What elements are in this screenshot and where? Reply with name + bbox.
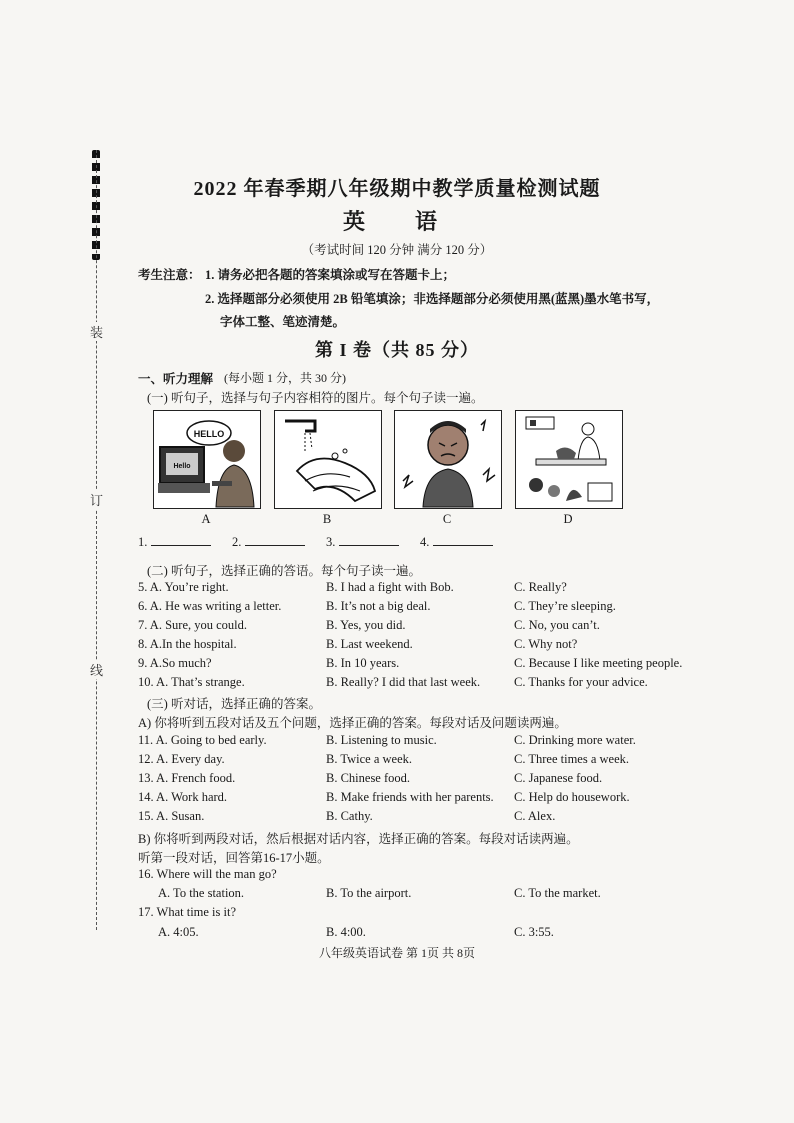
q14-option-b: B. Make friends with her parents. <box>326 790 494 804</box>
part-one-title: 第 I 卷（共 85 分） <box>314 340 479 360</box>
q7-option-b: B. Yes, you did. <box>326 618 406 632</box>
q11-option-c: C. Drinking more water. <box>514 733 636 747</box>
q12-option-c: C. Three times a week. <box>514 752 630 766</box>
q11-option-a: 11. A. Going to bed early. <box>138 733 267 747</box>
exam-subject: 英 语 <box>342 209 451 234</box>
notice-item-2: 2. 选择题部分必须使用 2B 铅笔填涂；非选择题部分必须使用黑(蓝黑)墨水笔书写， <box>205 292 660 306</box>
q16-option-b: B. To the airport. <box>326 886 412 900</box>
blank-number: 3. <box>326 535 336 549</box>
section-listening-title: 一、听力理解 <box>138 372 214 386</box>
picture-c-label: C <box>442 512 452 526</box>
subsection-3-instruction: (三) 听对话，选择正确的答案。 <box>147 697 321 711</box>
q5-option-c: C. Really? <box>514 580 567 594</box>
q10-option-c: C. Thanks for your advice. <box>514 675 648 689</box>
picture-d <box>515 410 623 509</box>
blank-number: 1. <box>138 535 148 549</box>
page-footer: 八年级英语试卷 第 1页 共 8页 <box>318 946 475 960</box>
binding-cut-line <box>96 150 97 930</box>
q17-option-b: B. 4:00. <box>326 925 366 939</box>
q14-option-a: 14. A. Work hard. <box>138 790 228 804</box>
notice-item-2-cont: 字体工整、笔迹清楚。 <box>220 315 346 329</box>
q15-option-a: 15. A. Susan. <box>138 809 205 823</box>
q16-option-a: A. To the station. <box>158 886 245 900</box>
binding-char-xian: 线 <box>90 660 103 679</box>
answer-blank-3[interactable] <box>326 533 399 550</box>
speech-bubble-text: HELLO <box>193 429 225 439</box>
picture-d-label: D <box>563 512 573 526</box>
q5-option-b: B. I had a fight with Bob. <box>326 580 454 594</box>
q6-option-a: 6. A. He was writing a letter. <box>138 599 282 613</box>
picture-b-label: B <box>322 512 332 526</box>
answer-blank-4[interactable] <box>420 533 493 550</box>
binding-char-ding: 订 <box>90 490 103 509</box>
q12-option-a: 12. A. Every day. <box>138 752 225 766</box>
answer-blank-2[interactable] <box>232 533 305 550</box>
subsection-3a-instruction: A) 你将听到五段对话及五个问题，选择正确的答案。每段对话及问题读两遍。 <box>138 716 567 730</box>
q8-option-c: C. Why not? <box>514 637 578 651</box>
q13-option-a: 13. A. French food. <box>138 771 236 785</box>
q17-option-a: A. 4:05. <box>158 925 199 939</box>
subsection-2-instruction: (二) 听句子，选择正确的答语。每个句子读一遍。 <box>147 564 421 578</box>
subsection-1-instruction: (一) 听句子，选择与句子内容相符的图片。每个句子读一遍。 <box>147 391 484 405</box>
exam-time-info: （考试时间 120 分钟 满分 120 分） <box>301 243 493 257</box>
q9-option-a: 9. A.So much? <box>138 656 212 670</box>
subsection-3b-instruction: B) 你将听到两段对话，然后根据对话内容，选择正确的答案。每段对话读两遍。 <box>138 832 579 846</box>
vet-clinic-illustration <box>516 411 622 508</box>
q7-option-a: 7. A. Sure, you could. <box>138 618 248 632</box>
q9-option-c: C. Because I like meeting people. <box>514 656 683 670</box>
exam-title: 2022 年春季期八年级期中教学质量检测试题 <box>193 178 601 200</box>
q15-option-b: B. Cathy. <box>326 809 373 823</box>
computer-greeting-illustration <box>154 411 260 508</box>
washing-hands-illustration <box>275 411 381 508</box>
q8-option-b: B. Last weekend. <box>326 637 413 651</box>
binding-char-zhuang: 装 <box>90 322 103 341</box>
blank-number: 2. <box>232 535 242 549</box>
screen-text: Hello <box>173 463 191 470</box>
q14-option-c: C. Help do housework. <box>514 790 630 804</box>
sick-boy-illustration <box>395 411 501 508</box>
q7-option-c: C. No, you can’t. <box>514 618 600 632</box>
subsection-3b-note: 听第一段对话，回答第16-17小题。 <box>138 851 330 865</box>
q12-option-b: B. Twice a week. <box>326 752 413 766</box>
picture-b <box>274 410 382 509</box>
q9-option-b: B. In 10 years. <box>326 656 400 670</box>
q11-option-b: B. Listening to music. <box>326 733 437 747</box>
q15-option-c: C. Alex. <box>514 809 556 823</box>
picture-c <box>394 410 502 509</box>
notice-label: 考生注意： <box>138 268 201 282</box>
notice-item-1: 1. 请务必把各题的答案填涂或写在答题卡上； <box>205 268 456 282</box>
blank-number: 4. <box>420 535 430 549</box>
q13-option-c: C. Japanese food. <box>514 771 603 785</box>
q6-option-b: B. It’s not a big deal. <box>326 599 431 613</box>
picture-a <box>153 410 261 509</box>
picture-a-label: A <box>201 512 211 526</box>
answer-blank-1[interactable] <box>138 533 211 550</box>
q10-option-b: B. Really? I did that last week. <box>326 675 481 689</box>
q10-option-a: 10. A. That’s strange. <box>138 675 245 689</box>
q13-option-b: B. Chinese food. <box>326 771 411 785</box>
q6-option-c: C. They’re sleeping. <box>514 599 616 613</box>
q16-option-c: C. To the market. <box>514 886 601 900</box>
q17-option-c: C. 3:55. <box>514 925 554 939</box>
q17-stem: 17. What time is it? <box>138 905 237 919</box>
q8-option-a: 8. A.In the hospital. <box>138 637 237 651</box>
q16-stem: 16. Where will the man go? <box>138 867 277 881</box>
section-listening-score: (每小题 1 分，共 30 分) <box>224 371 346 385</box>
q5-option-a: 5. A. You’re right. <box>138 580 229 594</box>
